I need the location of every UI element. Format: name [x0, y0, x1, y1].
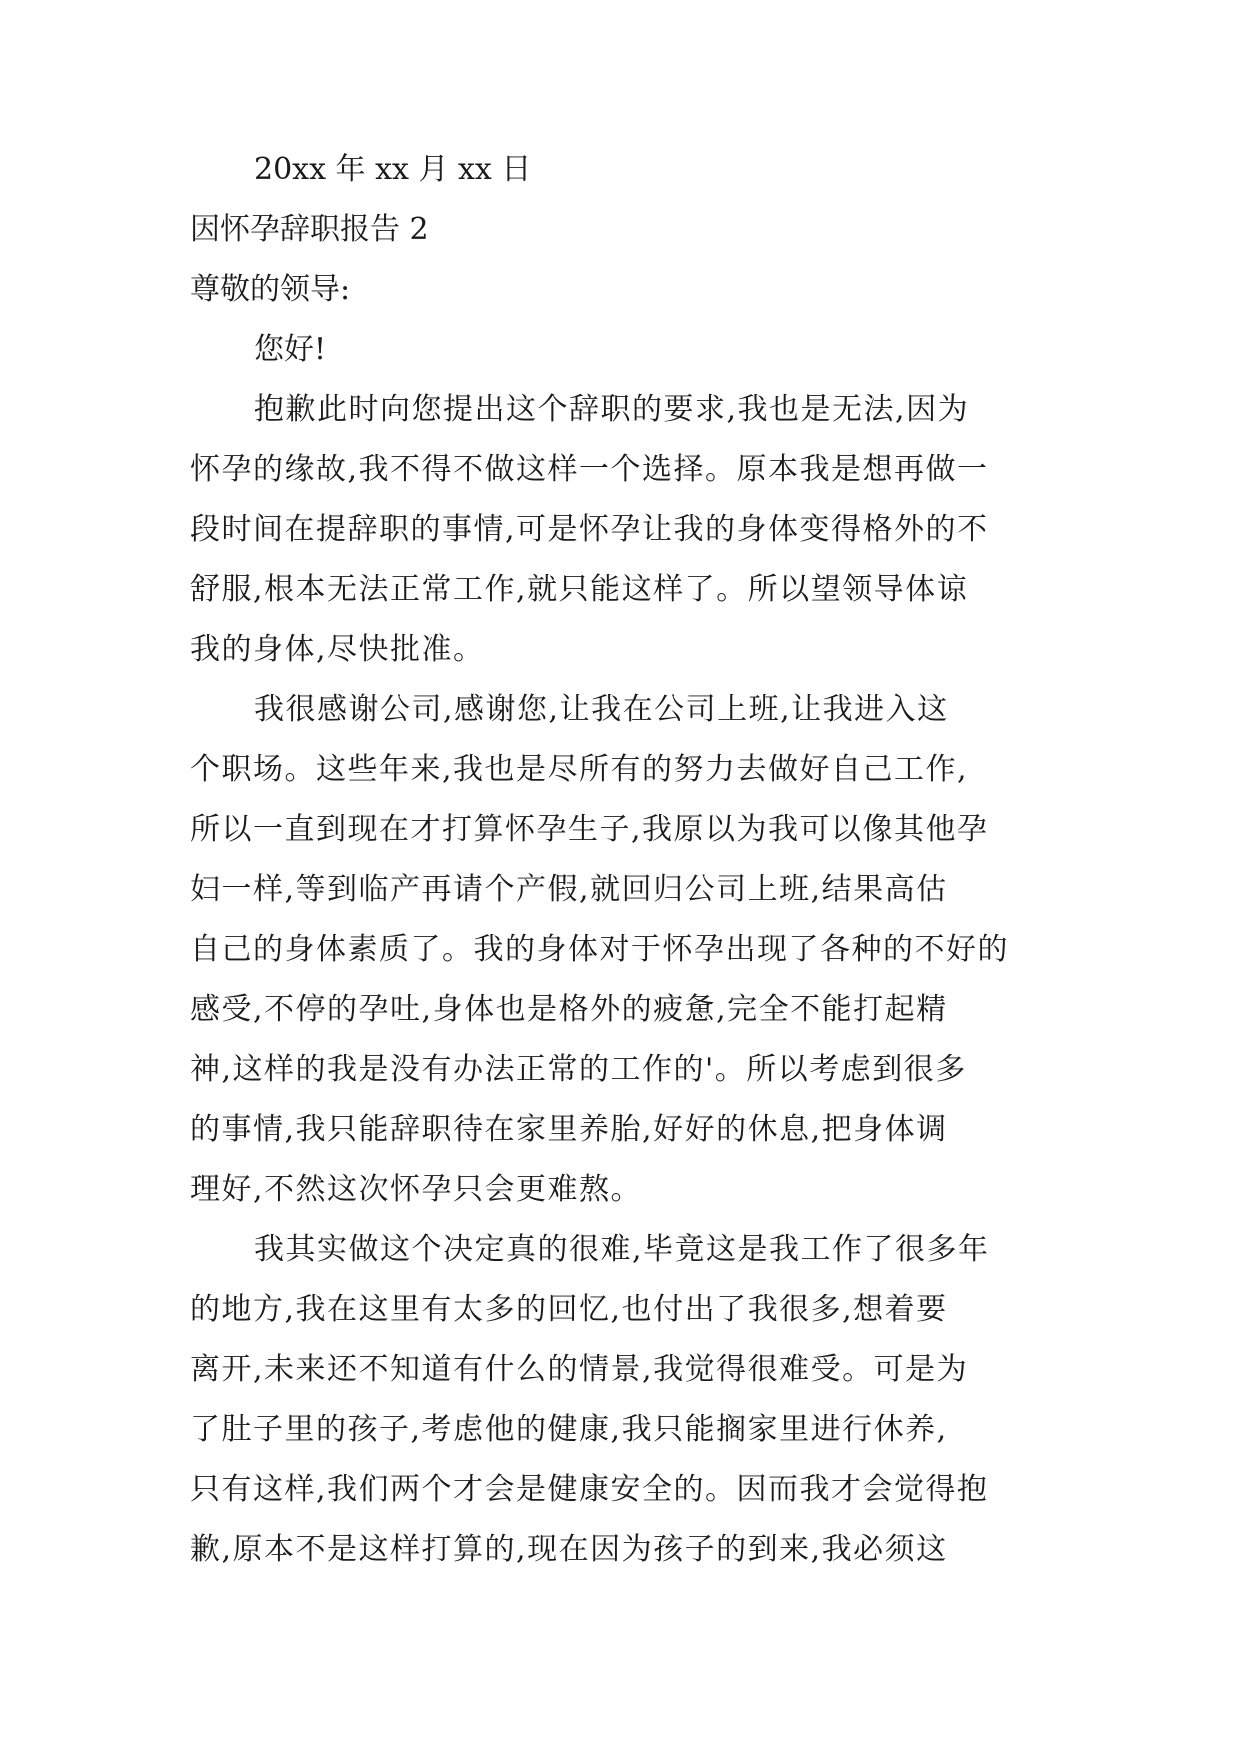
paragraph-line: 的地方,我在这里有太多的回忆,也付出了我很多,想着要	[190, 1292, 948, 1327]
document-title: 因怀孕辞职报告 2	[190, 212, 429, 247]
salutation: 尊敬的领导:	[190, 272, 351, 307]
paragraph-line: 神,这样的我是没有办法正常的工作的'。所以考虑到很多	[190, 1052, 967, 1087]
paragraph-3	[190, 1230, 1060, 1570]
paragraph-line: 我很感谢公司,感谢您,让我在公司上班,让我进入这	[254, 692, 949, 727]
paragraph-line: 离开,未来还不知道有什么的情景,我觉得很难受。可是为	[190, 1352, 969, 1387]
paragraph-line: 我其实做这个决定真的很难,毕竟这是我工作了很多年	[254, 1232, 990, 1267]
paragraph-line: 的事情,我只能辞职待在家里养胎,好好的休息,把身体调	[190, 1112, 948, 1147]
date-line: 20xx 年 xx 月 xx 日	[254, 152, 532, 187]
document-body	[190, 150, 1060, 1590]
paragraph-line: 只有这样,我们两个才会是健康安全的。因而我才会觉得抱	[190, 1472, 989, 1507]
paragraph-line: 自己的身体素质了。我的身体对于怀孕出现了各种的不好的	[190, 932, 1009, 967]
paragraph-2	[190, 690, 1060, 1210]
paragraph-line: 妇一样,等到临产再请个产假,就回归公司上班,结果高估	[190, 872, 948, 907]
paragraph-line: 所以一直到现在才打算怀孕生子,我原以为我可以像其他孕	[190, 812, 989, 847]
paragraph-line: 个职场。这些年来,我也是尽所有的努力去做好自己工作,	[190, 752, 969, 787]
paragraph-line: 理好,不然这次怀孕只会更难熬。	[190, 1172, 643, 1207]
paragraph-line: 感受,不停的孕吐,身体也是格外的疲惫,完全不能打起精	[190, 992, 948, 1027]
paragraph-line: 怀孕的缘故,我不得不做这样一个选择。原本我是想再做一	[190, 452, 989, 487]
paragraph-line: 舒服,根本无法正常工作,就只能这样了。所以望领导体谅	[190, 572, 969, 607]
paragraph-1	[190, 390, 1060, 670]
paragraph-line: 了肚子里的孩子,考虑他的健康,我只能搁家里进行休养,	[190, 1412, 948, 1447]
paragraph-line: 歉,原本不是这样打算的,现在因为孩子的到来,我必须这	[190, 1532, 948, 1567]
greeting: 您好!	[254, 332, 327, 367]
paragraph-line: 我的身体,尽快批准。	[190, 632, 485, 667]
paragraph-line: 段时间在提辞职的事情,可是怀孕让我的身体变得格外的不	[190, 512, 989, 547]
paragraph-line: 抱歉此时向您提出这个辞职的要求,我也是无法,因为	[254, 392, 970, 427]
